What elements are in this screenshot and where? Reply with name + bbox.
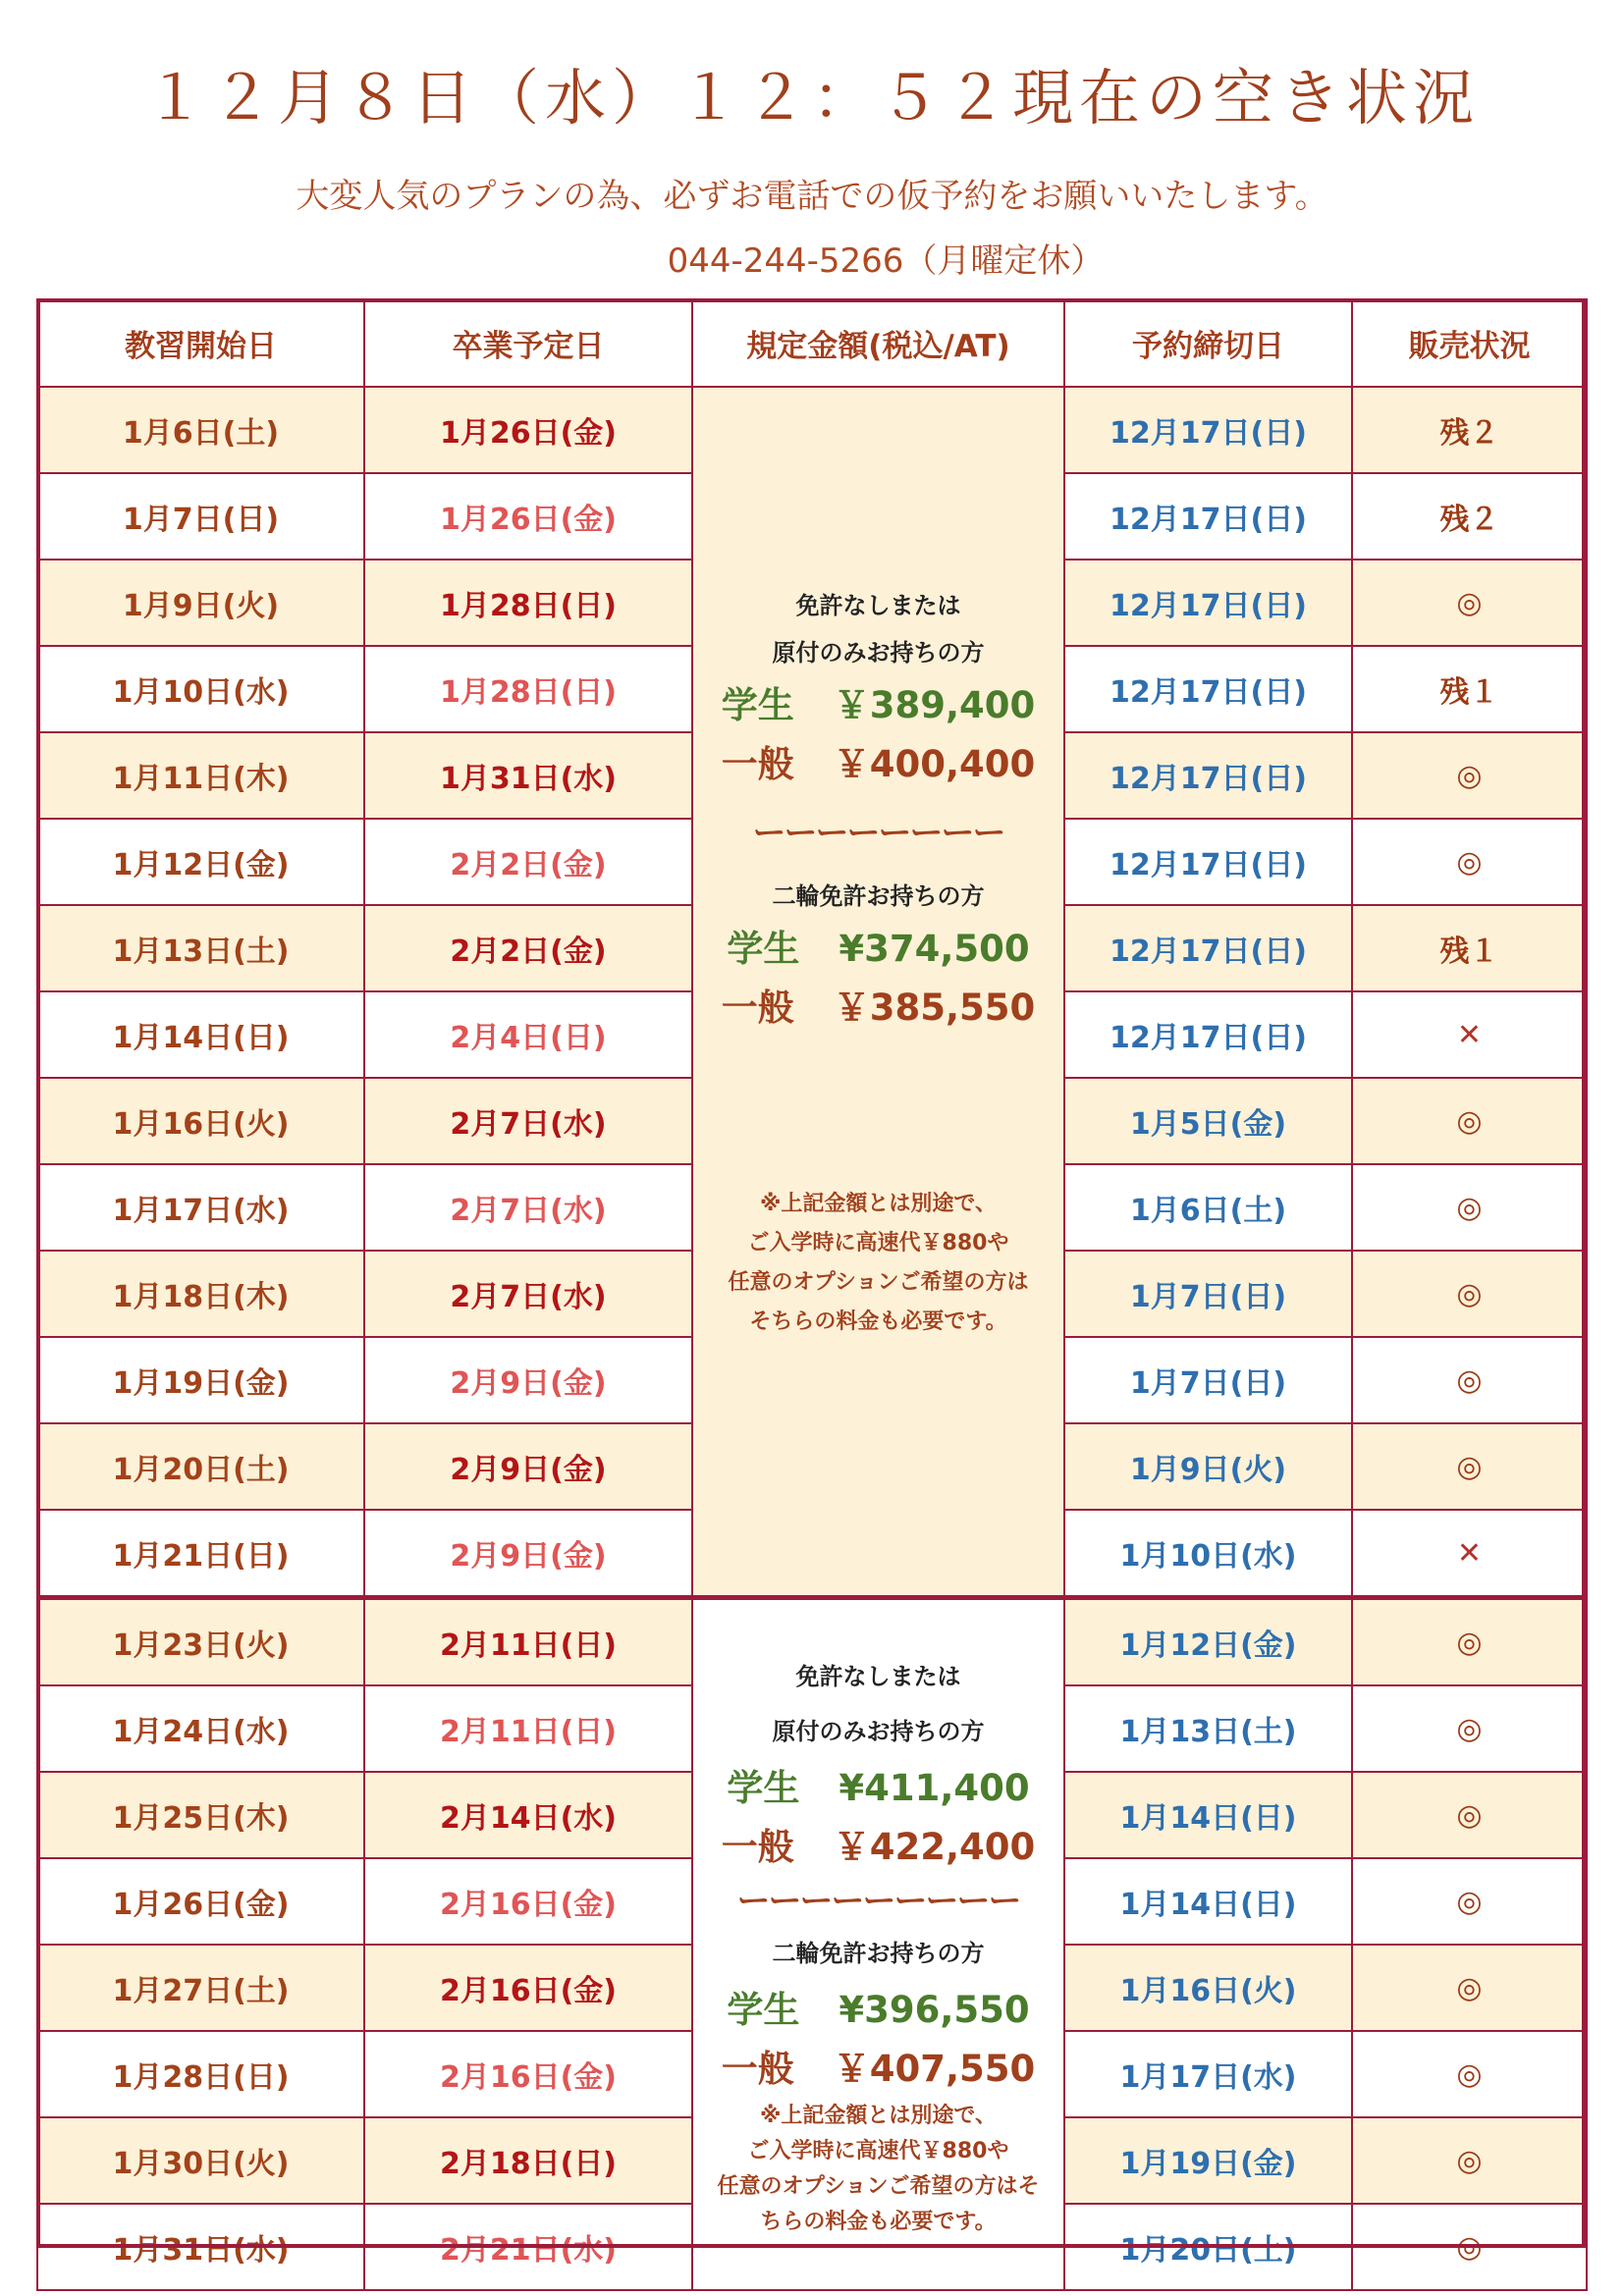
status-badge: ◎ <box>1352 2117 1587 2204</box>
graduation-date: 1月31日(水) <box>364 732 692 819</box>
deadline-date: 12月17日(日) <box>1064 646 1352 732</box>
deadline-date: 1月12日(金) <box>1064 1598 1352 1686</box>
price-heading-no-license: 免許なしまたは <box>795 1663 961 1690</box>
status-badge: ✕ <box>1352 1510 1587 1598</box>
start-date: 1月11日(木) <box>37 732 364 819</box>
general-label: 一般 <box>721 2048 794 2090</box>
status-badge: ◎ <box>1352 819 1587 905</box>
deadline-date: 1月14日(日) <box>1064 1772 1352 1858</box>
start-date: 1月14日(日) <box>37 991 364 1078</box>
start-date: 1月20日(土) <box>37 1423 364 1510</box>
status-badge: ◎ <box>1352 560 1587 646</box>
status-badge: ◎ <box>1352 1164 1587 1251</box>
graduation-date: 2月16日(金) <box>364 2031 692 2117</box>
status-badge: 残２ <box>1352 473 1587 560</box>
start-date: 1月18日(木) <box>37 1251 364 1337</box>
booking-notice: 大変人気のプランの為、必ずお電話での仮予約をお願いいたします。 <box>296 177 1328 216</box>
graduation-date: 2月9日(金) <box>364 1337 692 1423</box>
graduation-date: 1月28日(日) <box>364 560 692 646</box>
start-date: 1月6日(土) <box>37 387 364 473</box>
phone-number[interactable]: 044-244-5266（月曜定休） <box>667 241 1105 281</box>
start-date: 1月25日(木) <box>37 1772 364 1858</box>
graduation-date: 2月18日(日) <box>364 2117 692 2204</box>
header-status: 販売状況 <box>1352 299 1587 387</box>
graduation-date: 2月16日(金) <box>364 1858 692 1945</box>
deadline-date: 1月10日(水) <box>1064 1510 1352 1598</box>
start-date: 1月7日(日) <box>37 473 364 560</box>
student-price: ¥374,500 <box>839 928 1030 970</box>
deadline-date: 12月17日(日) <box>1064 905 1352 991</box>
price-note-line: ※上記金額とは別途で、 <box>760 1192 997 1216</box>
deadline-date: 12月17日(日) <box>1064 473 1352 560</box>
deadline-date: 12月17日(日) <box>1064 560 1352 646</box>
deadline-date: 1月19日(金) <box>1064 2117 1352 2204</box>
start-date: 1月16日(火) <box>37 1078 364 1164</box>
status-badge: ✕ <box>1352 991 1587 1078</box>
status-badge: ◎ <box>1352 1772 1587 1858</box>
start-date: 1月27日(土) <box>37 1945 364 2031</box>
deadline-date: 1月7日(日) <box>1064 1251 1352 1337</box>
price-heading-no-license: 免許なしまたは <box>795 592 961 619</box>
deadline-date: 1月20日(土) <box>1064 2204 1352 2290</box>
status-badge: ◎ <box>1352 1598 1587 1686</box>
graduation-date: 2月7日(水) <box>364 1164 692 1251</box>
deadline-date: 1月6日(土) <box>1064 1164 1352 1251</box>
graduation-date: 2月9日(金) <box>364 1423 692 1510</box>
deadline-date: 12月17日(日) <box>1064 387 1352 473</box>
header-deadline: 予約締切日 <box>1064 299 1352 387</box>
general-price: ￥385,550 <box>833 987 1036 1029</box>
price-note-line: ※上記金額とは別途で、 <box>760 2104 997 2128</box>
deadline-date: 12月17日(日) <box>1064 991 1352 1078</box>
start-date: 1月23日(火) <box>37 1598 364 1686</box>
price-note-line: ご入学時に高速代￥880や <box>747 2139 1009 2163</box>
start-date: 1月21日(日) <box>37 1510 364 1598</box>
student-price: ￥389,400 <box>833 684 1036 726</box>
student-price: ¥411,400 <box>839 1767 1030 1809</box>
graduation-date: 2月7日(水) <box>364 1078 692 1164</box>
graduation-date: 2月4日(日) <box>364 991 692 1078</box>
status-badge: ◎ <box>1352 1078 1587 1164</box>
start-date: 1月9日(火) <box>37 560 364 646</box>
deadline-date: 1月17日(水) <box>1064 2031 1352 2117</box>
student-label: 学生 <box>721 684 794 726</box>
deadline-date: 1月7日(日) <box>1064 1337 1352 1423</box>
header-graduation-date: 卒業予定日 <box>364 299 692 387</box>
status-badge: 残２ <box>1352 387 1587 473</box>
price-note-line: 任意のオプションご希望の方はそ <box>717 2174 1040 2199</box>
deadline-date: 12月17日(日) <box>1064 732 1352 819</box>
status-badge: ◎ <box>1352 1423 1587 1510</box>
general-label: 一般 <box>721 743 794 785</box>
price-divider: ーーーーーーーーー <box>736 1882 1020 1921</box>
student-label: 学生 <box>727 1767 800 1809</box>
status-badge: 残１ <box>1352 646 1587 732</box>
graduation-date: 1月28日(日) <box>364 646 692 732</box>
deadline-date: 1月5日(金) <box>1064 1078 1352 1164</box>
general-price: ￥400,400 <box>833 743 1036 785</box>
deadline-date: 1月16日(火) <box>1064 1945 1352 2031</box>
graduation-date: 2月11日(日) <box>364 1598 692 1686</box>
start-date: 1月30日(火) <box>37 2117 364 2204</box>
start-date: 1月31日(水) <box>37 2204 364 2290</box>
status-badge: ◎ <box>1352 1858 1587 1945</box>
start-date: 1月24日(水) <box>37 1685 364 1772</box>
status-badge: ◎ <box>1352 2204 1587 2290</box>
price-divider: ーーーーーーーー <box>752 814 1004 853</box>
price-heading-motorcycle: 二輪免許お持ちの方 <box>772 882 985 910</box>
start-date: 1月28日(日) <box>37 2031 364 2117</box>
header-price: 規定金額(税込/AT) <box>692 299 1064 387</box>
start-date: 1月17日(水) <box>37 1164 364 1251</box>
graduation-date: 2月21日(水) <box>364 2204 692 2290</box>
deadline-date: 1月13日(土) <box>1064 1685 1352 1772</box>
student-label: 学生 <box>727 928 800 970</box>
graduation-date: 2月2日(金) <box>364 819 692 905</box>
general-price: ￥407,550 <box>833 2048 1036 2090</box>
start-date: 1月19日(金) <box>37 1337 364 1423</box>
deadline-date: 1月14日(日) <box>1064 1858 1352 1945</box>
status-badge: ◎ <box>1352 1685 1587 1772</box>
general-label: 一般 <box>721 1826 794 1868</box>
price-note-line: そちらの料金も必要です。 <box>749 1309 1007 1334</box>
price-heading-motorcycle: 二輪免許お持ちの方 <box>772 1940 985 1967</box>
status-badge: 残１ <box>1352 905 1587 991</box>
status-badge: ◎ <box>1352 1945 1587 2031</box>
status-badge: ◎ <box>1352 2031 1587 2117</box>
header-start-date: 教習開始日 <box>37 299 364 387</box>
deadline-date: 1月9日(火) <box>1064 1423 1352 1510</box>
price-note-line: ご入学時に高速代￥880や <box>747 1231 1009 1255</box>
status-badge: ◎ <box>1352 1337 1587 1423</box>
price-note-line: ちらの料金も必要です。 <box>760 2210 997 2234</box>
start-date: 1月26日(金) <box>37 1858 364 1945</box>
graduation-date: 2月9日(金) <box>364 1510 692 1598</box>
status-badge: ◎ <box>1352 732 1587 819</box>
general-price: ￥422,400 <box>833 1826 1036 1868</box>
start-date: 1月12日(金) <box>37 819 364 905</box>
price-note-line: 任意のオプションご希望の方は <box>728 1270 1029 1295</box>
graduation-date: 2月2日(金) <box>364 905 692 991</box>
graduation-date: 2月11日(日) <box>364 1685 692 1772</box>
graduation-date: 1月26日(金) <box>364 387 692 473</box>
general-label: 一般 <box>721 987 794 1029</box>
price-heading-moped: 原付のみお持ちの方 <box>772 1718 985 1745</box>
status-badge: ◎ <box>1352 1251 1587 1337</box>
start-date: 1月13日(土) <box>37 905 364 991</box>
page-title: １２月８日（水）１２：５２現在の空き状況 <box>143 62 1480 133</box>
graduation-date: 2月7日(水) <box>364 1251 692 1337</box>
student-price: ¥396,550 <box>839 1989 1030 2031</box>
graduation-date: 2月14日(水) <box>364 1772 692 1858</box>
phone-line <box>0 234 1624 282</box>
price-heading-moped: 原付のみお持ちの方 <box>772 639 985 667</box>
table-frame <box>36 298 1586 2248</box>
graduation-date: 2月16日(金) <box>364 1945 692 2031</box>
graduation-date: 1月26日(金) <box>364 473 692 560</box>
deadline-date: 12月17日(日) <box>1064 819 1352 905</box>
student-label: 学生 <box>727 1989 800 2031</box>
start-date: 1月10日(水) <box>37 646 364 732</box>
